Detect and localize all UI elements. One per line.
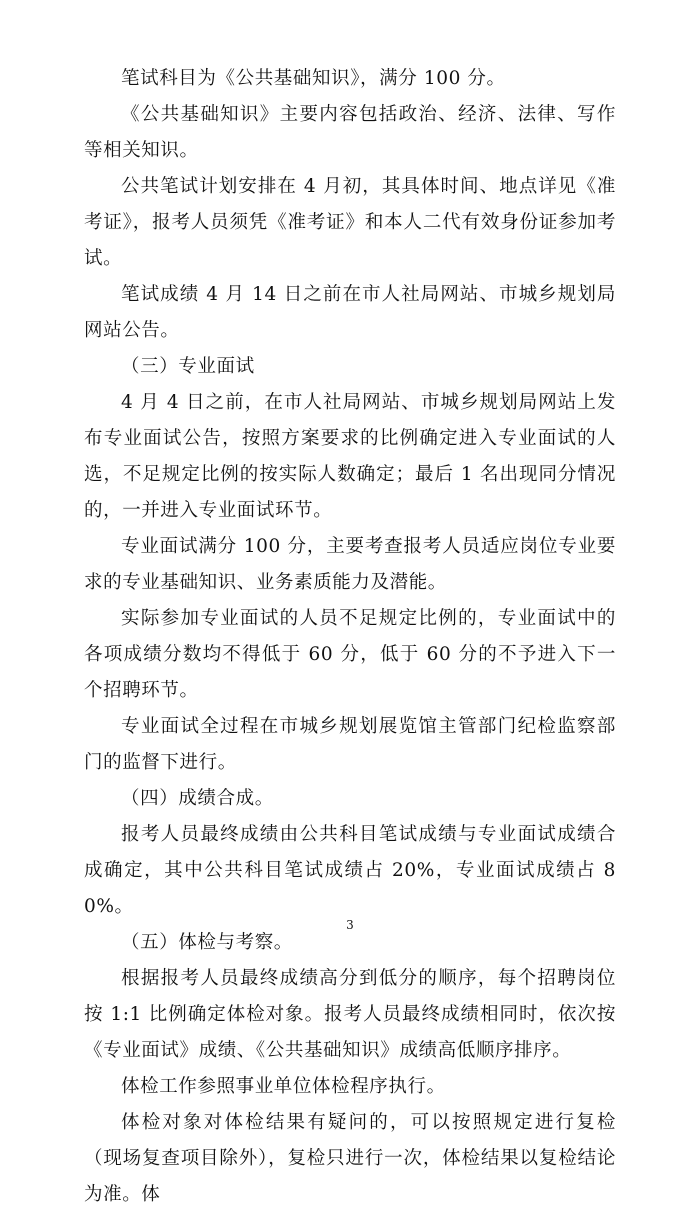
paragraph-written-exam-subject: 笔试科目为《公共基础知识》，满分 100 分。 [121,68,506,89]
paragraph-medical-procedure: 体检工作参照事业单位体检程序执行。 [121,1076,446,1097]
section-heading-interview: （三）专业面试 [121,356,255,377]
paragraph-exam-results: 笔试成绩 4 月 14 日之前在市人社局网站、市城乡规划局网站公告。 [84,284,616,341]
section-heading-medical-check: （五）体检与考察。 [121,932,293,953]
paragraph-interview-announcement: 4 月 4 日之前，在市人社局网站、市城乡规划局网站上发布专业面试公告，按照方案要求的比例确定进入专业面试的人选，不足规定比例的按实际人数确定；最后 1 名出现同分情况的，一并进入专业面试环节。 [84,392,616,521]
paragraph-interview-supervision: 专业面试全过程在市城乡规划展览馆主管部门纪检监察部门的监督下进行。 [84,716,616,773]
document-body [84,61,616,1213]
section-heading-score-synthesis: （四）成绩合成。 [121,788,274,809]
page-number: 3 [346,918,354,932]
paragraph-score-weights: 报考人员最终成绩由公共科目笔试成绩与专业面试成绩合成确定，其中公共科目笔试成绩占 20%，专业面试成绩占 80%。 [84,824,616,917]
paragraph-interview-minimum: 实际参加专业面试的人员不足规定比例的，专业面试中的各项成绩分数均不得低于 60 分，低于 60 分的不予进入下一个招聘环节。 [84,608,616,701]
paragraph-exam-content: 《公共基础知识》主要内容包括政治、经济、法律、写作等相关知识。 [84,104,616,161]
paragraph-medical-selection: 根据报考人员最终成绩高分到低分的顺序，每个招聘岗位按 1:1 比例确定体检对象。报考人员最终成绩相同时，依次按《专业面试》成绩、《公共基础知识》成绩高低顺序排序。 [84,968,616,1061]
paragraph-interview-score: 专业面试满分 100 分，主要考查报考人员适应岗位专业要求的专业基础知识、业务素质能力及潜能。 [84,536,616,593]
paragraph-exam-schedule: 公共笔试计划安排在 4 月初，其具体时间、地点详见《准考证》，报考人员须凭《准考证》和本人二代有效身份证参加考试。 [84,176,616,269]
paragraph-medical-recheck: 体检对象对体检结果有疑问的，可以按照规定进行复检（现场复查项目除外），复检只进行一次，体检结果以复检结论为准。体 [84,1112,616,1205]
